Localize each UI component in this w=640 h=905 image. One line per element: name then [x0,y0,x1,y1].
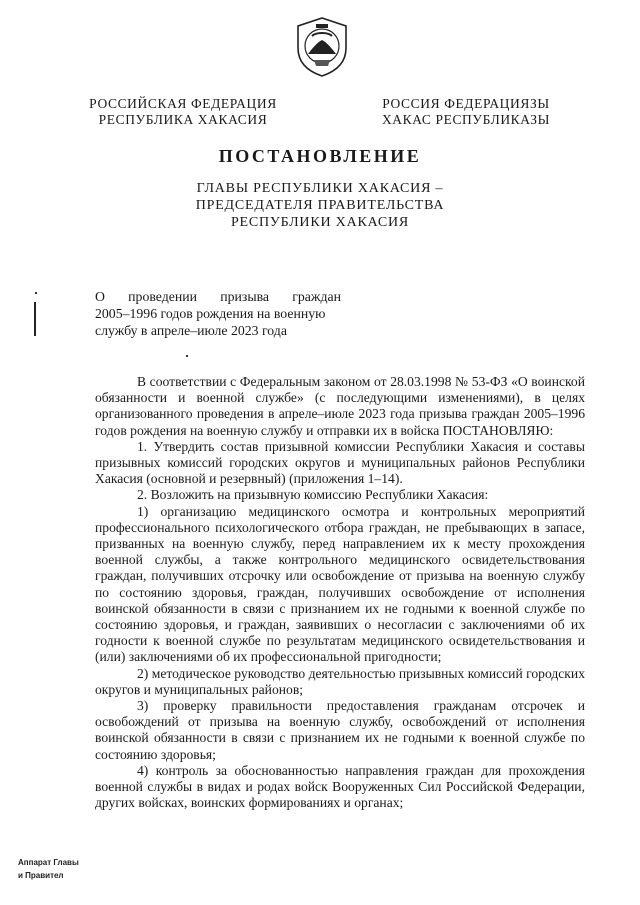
coat-of-arms-icon [294,16,350,78]
paragraph-item-1: 1. Утвердить состав призывной комиссии Республики Хакасия и составы призывных комиссий городских округов и муниципальных районов Республики Хакасия (основной и резервный) (приложения 1–14). [95,438,585,487]
header-right-line2: ХАКАС РЕСПУБЛИКАЗЫ [381,112,551,127]
subtitle-line3: РЕСПУБЛИКИ ХАКАСИЯ [230,215,410,230]
subtitle-line2: ПРЕДСЕДАТЕЛЯ ПРАВИТЕЛЬСТВА [195,198,445,213]
scan-mark [35,292,37,294]
subject-word: проведении [128,289,198,304]
header-right [376,96,556,128]
paragraph-item-2: 2. Возложить на призывную комиссию Республики Хакасия: [137,487,489,503]
document-subject [95,288,341,339]
subject-line3: службу в апреле–июле 2023 года [95,323,287,338]
paragraph-subitem-1: 1) организацию медицинского осмотра и контрольных мероприятий профессионального психологического отбора граждан, не пребывающих в запасе, призванных на военную службу, перед направлением их к месту прохождения военной службы, а также контрольного медицинского освидетельствования граждан, получивших отсрочку или освобождение от призыва на военную службу по состоянию здоровья, граждан, получивших освобождение от исполнения воинской обязанности в связи с признанием их не годными к военной службе по состоянию здоровья, и граждан, заявивших о несогласии с заключениями об их годности к военной службе по результатам медицинского освидетельствования и (или) заключениями об их профессиональной пригодности; [95,503,585,665]
document-subtitle [170,180,470,231]
header-right-line1: РОССИЯ ФЕДЕРАЦИЯЗЫ [382,96,550,111]
scan-mark [34,302,36,336]
paragraph-preamble: В соответствии с Федеральным законом от 28.03.1998 № 53-ФЗ «О воинской обязанности и военной службе» (с последующими изменениями), в целях организованного проведения в апреле–июле 2023 года призыва граждан 2005–1996 годов рождения на военную службу и отправки их в войска ПОСТАНОВЛЯЮ: [95,374,585,438]
header-left [88,96,278,128]
header-left-line1: РОССИЙСКАЯ ФЕДЕРАЦИЯ [89,96,277,111]
paragraph-subitem-4: 4) контроль за обоснованностью направления граждан для прохождения военной службы в видах и родах войск Вооруженных Сил Российской Федерации, других войсках, воинских формированиях и органах; [95,762,585,811]
office-stamp [18,856,79,882]
document-title: ПОСТАНОВЛЕНИЕ [218,146,422,166]
stamp-line1: Аппарат Главы [18,858,79,867]
paragraph-subitem-2: 2) методическое руководство деятельностью призывных комиссий городских округов и муниципальных районов; [95,665,585,697]
subtitle-line1: ГЛАВЫ РЕСПУБЛИКИ ХАКАСИЯ – [196,181,444,196]
subject-word: граждан [292,289,341,304]
stamp-line2: и Правител [18,871,64,880]
subject-word: призыва [220,289,270,304]
scan-mark [186,355,188,357]
subject-word: О [95,289,105,304]
header-left-line2: РЕСПУБЛИКА ХАКАСИЯ [98,112,268,127]
subject-line2: 2005–1996 годов рождения на военную [95,306,326,321]
paragraph-subitem-3: 3) проверку правильности предоставления гражданам отсрочек и освобождений от призыва на военную службу, освобождений от исполнения воинской обязанности в связи с признанием их не годными к военной службе по состоянию здоровья; [95,698,585,762]
document-body [95,374,585,811]
